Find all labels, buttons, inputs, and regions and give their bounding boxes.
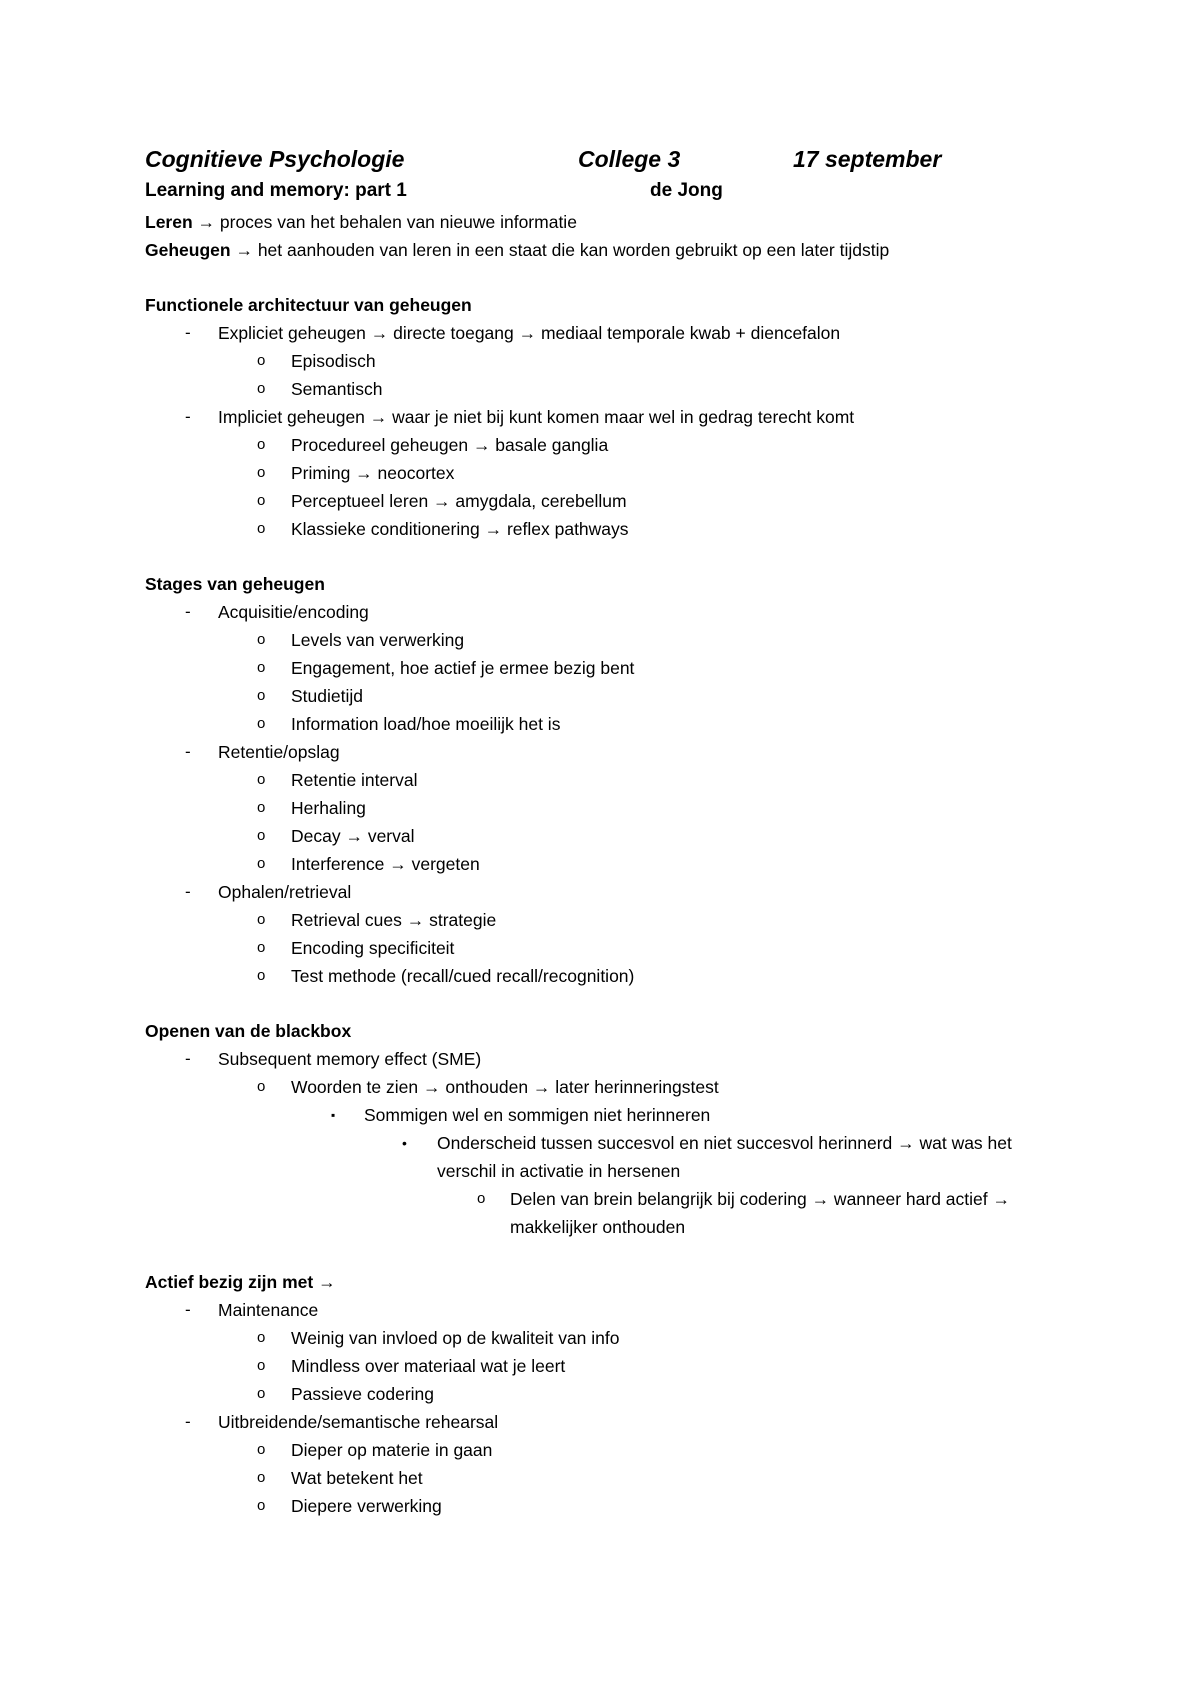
college-number: College 3 xyxy=(578,146,681,172)
list-item: o Priming → neocortex xyxy=(145,459,1065,487)
dash-marker: - xyxy=(185,1049,191,1068)
circle-marker: o xyxy=(257,352,266,369)
list-item: - Acquisitie/encoding xyxy=(145,598,1065,626)
list-item: o Herhaling xyxy=(145,794,1065,822)
circle-marker: o xyxy=(257,436,266,453)
circle-marker: o xyxy=(257,715,266,732)
list-item: o Interference → vergeten xyxy=(145,850,1065,878)
list-item: o Retentie interval xyxy=(145,766,1065,794)
circle-marker: o xyxy=(257,855,266,872)
list-item: o Wat betekent het xyxy=(145,1464,1065,1492)
circle-marker: o xyxy=(257,771,266,788)
circle-marker: o xyxy=(257,799,266,816)
definition-text: → proces van het behalen van nieuwe informatie xyxy=(197,212,577,232)
list-item: ▪ Sommigen wel en sommigen niet herinneren xyxy=(145,1101,1065,1129)
definition-term: Geheugen xyxy=(145,240,231,260)
list-item: - Uitbreidende/semantische rehearsal xyxy=(145,1408,1065,1436)
list-item: o Perceptueel leren → amygdala, cerebellum xyxy=(145,487,1065,515)
circle-marker: o xyxy=(257,1469,266,1486)
circle-marker: o xyxy=(257,911,266,928)
circle-marker: o xyxy=(257,464,266,481)
dash-marker: - xyxy=(185,323,191,342)
dash-marker: - xyxy=(185,602,191,621)
lecture-topic: Learning and memory: part 1 xyxy=(145,180,407,201)
dash-marker: - xyxy=(185,407,191,426)
definition-term: Leren xyxy=(145,212,193,232)
list-item: o Retrieval cues → strategie xyxy=(145,906,1065,934)
circle-marker: o xyxy=(257,1385,266,1402)
section-heading-functioneel: Functionele architectuur van geheugen xyxy=(145,295,472,315)
list-item: - Expliciet geheugen → directe toegang → mediaal temporale kwab + diencefalon xyxy=(145,319,1065,347)
list-item: o Procedureel geheugen → basale ganglia xyxy=(145,431,1065,459)
list-item: o Delen van brein belangrijk bij codering → wanneer hard actief → makkelijker onthouden xyxy=(145,1185,1050,1241)
list-item: - Subsequent memory effect (SME) xyxy=(145,1045,1065,1073)
section-heading-actief: Actief bezig zijn met → xyxy=(145,1272,336,1292)
dash-marker: - xyxy=(185,1300,191,1319)
circle-marker: o xyxy=(257,1078,266,1095)
circle-marker: o xyxy=(477,1190,486,1207)
list-item: o Passieve codering xyxy=(145,1380,1065,1408)
list-item: - Maintenance xyxy=(145,1296,1065,1324)
dash-marker: - xyxy=(185,882,191,901)
list-item: o Woorden te zien → onthouden → later herinneringstest xyxy=(145,1073,1065,1101)
list-item: o Decay → verval xyxy=(145,822,1065,850)
section-heading-blackbox: Openen van de blackbox xyxy=(145,1021,352,1041)
course-title: Cognitieve Psychologie xyxy=(145,146,405,172)
list-item: o Encoding specificiteit xyxy=(145,934,1065,962)
list-item: o Klassieke conditionering → reflex pathways xyxy=(145,515,1065,543)
list-item: o Weinig van invloed op de kwaliteit van info xyxy=(145,1324,1065,1352)
lecturer-name: de Jong xyxy=(650,180,723,201)
circle-marker: o xyxy=(257,520,266,537)
list-item: - Ophalen/retrieval xyxy=(145,878,1065,906)
list-item: o Semantisch xyxy=(145,375,1065,403)
list-item: - Impliciet geheugen → waar je niet bij kunt komen maar wel in gedrag terecht komt xyxy=(145,403,1065,431)
circle-marker: o xyxy=(257,967,266,984)
list-item: o Studietijd xyxy=(145,682,1065,710)
list-item: o Levels van verwerking xyxy=(145,626,1065,654)
dash-marker: - xyxy=(185,742,191,761)
lecture-date: 17 september xyxy=(793,146,942,172)
circle-marker: o xyxy=(257,1441,266,1458)
list-item: o Mindless over materiaal wat je leert xyxy=(145,1352,1065,1380)
circle-marker: o xyxy=(257,631,266,648)
definition-text: → het aanhouden van leren in een staat die kan worden gebruikt op een later tijdstip xyxy=(235,240,890,260)
list-item: - Retentie/opslag xyxy=(145,738,1065,766)
section-heading-stages: Stages van geheugen xyxy=(145,574,325,594)
circle-marker: o xyxy=(257,827,266,844)
list-item: o Diepere verwerking xyxy=(145,1492,1065,1520)
list-item: o Episodisch xyxy=(145,347,1065,375)
circle-marker: o xyxy=(257,659,266,676)
title-row xyxy=(145,146,1065,180)
list-item: o Information load/hoe moeilijk het is xyxy=(145,710,1065,738)
circle-marker: o xyxy=(257,492,266,509)
square-marker: ▪ xyxy=(331,1108,336,1122)
functioneel-list xyxy=(145,319,1065,347)
list-item: o Test methode (recall/cued recall/recognition) xyxy=(145,962,1065,990)
list-item: o Dieper op materie in gaan xyxy=(145,1436,1065,1464)
dash-marker: - xyxy=(185,1412,191,1431)
list-item: • Onderscheid tussen succesvol en niet succesvol herinnerd → wat was het verschil in activatie in hersenen xyxy=(145,1129,1047,1185)
bullet-marker: • xyxy=(402,1135,407,1151)
subtitle-row xyxy=(145,180,1065,208)
circle-marker: o xyxy=(257,1497,266,1514)
notes-content xyxy=(145,146,1065,1520)
circle-marker: o xyxy=(257,380,266,397)
list-item: o Engagement, hoe actief je ermee bezig bent xyxy=(145,654,1065,682)
circle-marker: o xyxy=(257,1329,266,1346)
circle-marker: o xyxy=(257,687,266,704)
definition-leren xyxy=(145,208,1065,236)
circle-marker: o xyxy=(257,1357,266,1374)
circle-marker: o xyxy=(257,939,266,956)
definition-geheugen xyxy=(145,236,1065,264)
